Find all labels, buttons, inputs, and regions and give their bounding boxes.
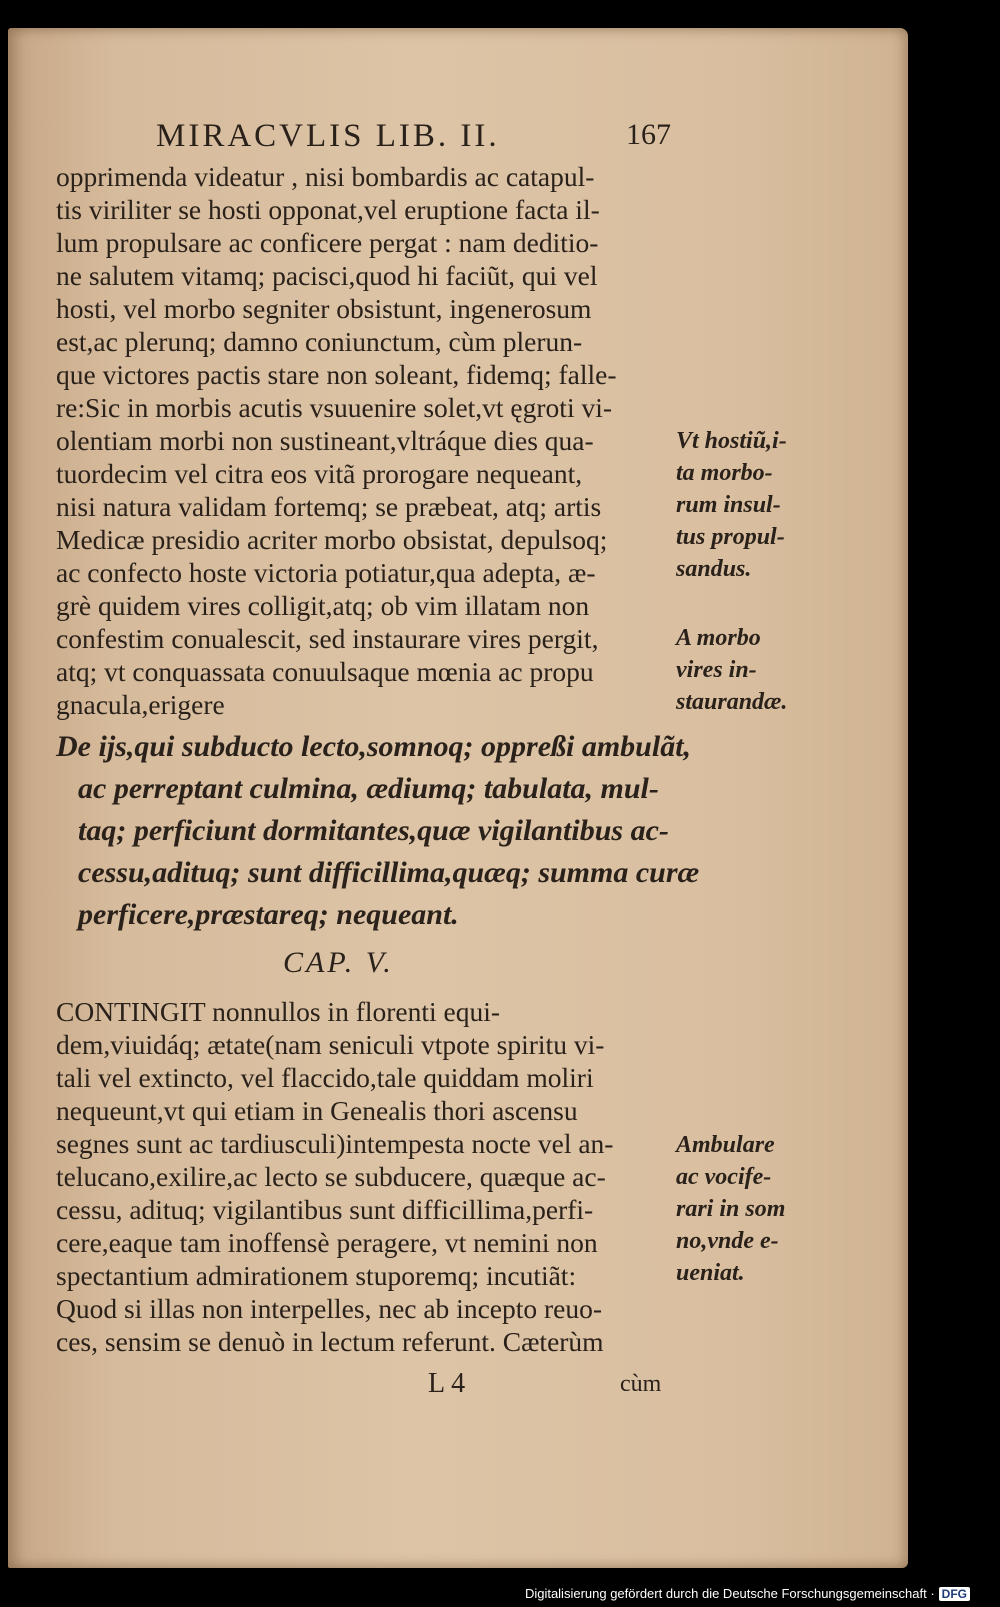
chapter-heading-line: cessu,adituq; sunt difficillima,quæq; summa curæ: [78, 856, 700, 889]
body-line: olentiam morbi non sustineant,vltráque dies qua-: [56, 425, 594, 456]
chapter-heading-line: ac perreptant culmina, ædiumq; tabulata, mul-: [78, 772, 659, 805]
body-line: Medicæ presidio acriter morbo obsistat, depulsoq;: [56, 524, 608, 555]
body-line: nisi natura validam fortemq; se præbeat, atq; artis: [56, 491, 602, 522]
margin-note: ta morbo-: [676, 460, 773, 486]
margin-note: no,vnde e-: [676, 1228, 779, 1254]
catchword: cùm: [620, 1371, 662, 1397]
body-line: grè quidem vires colligit,atq; ob vim illatam non: [56, 590, 590, 621]
body-line: CONTINGIT nonnullos in florenti equi-: [56, 996, 501, 1027]
book-page: [8, 28, 908, 1568]
dfg-logo: DFG: [939, 1587, 970, 1601]
body-line: dem,viuidáq; ætate(nam seniculi vtpote spiritu vi-: [56, 1029, 605, 1060]
body-line: que victores pactis stare non soleant, fidemq; falle-: [56, 359, 617, 390]
body-line: est,ac plerunq; damno coniunctum, cùm plerun-: [56, 326, 583, 357]
body-line: Quod si illas non interpelles, nec ab incepto reuo-: [56, 1293, 603, 1324]
body-line: re:Sic in morbis acutis vsuuenire solet,vt ęgroti vi-: [56, 392, 613, 423]
margin-note: ac vocife-: [676, 1164, 772, 1190]
margin-note: rum insul-: [676, 492, 781, 518]
chapter-number: CAP. V.: [283, 946, 394, 979]
margin-note: ueniat.: [676, 1260, 745, 1286]
margin-note: Ambulare: [676, 1132, 775, 1158]
body-line: cere,eaque tam inoffensè peragere, vt nemini non: [56, 1227, 598, 1258]
body-line: telucano,exilire,ac lecto se subducere, quæque ac-: [56, 1161, 606, 1192]
body-line: ces, sensim se denuò in lectum referunt. Cæterùm: [56, 1326, 604, 1357]
running-title: MIRACVLIS LIB. II.: [156, 118, 500, 154]
page-number: 167: [626, 118, 671, 151]
chapter-heading-line: De ijs,qui subducto lecto,somnoq; oppreßi ambulãt,: [56, 730, 692, 763]
body-line: ac confecto hoste victoria potiatur,qua adepta, æ-: [56, 557, 596, 588]
credit-text: Digitalisierung gefördert durch die Deutsche Forschungsgemeinschaft ·: [524, 1586, 935, 1601]
body-line: atq; vt conquassata conuulsaque mœnia ac propu: [56, 656, 594, 687]
chapter-heading-line: taq; perficiunt dormitantes,quæ vigilantibus ac-: [78, 814, 669, 847]
body-line: tuordecim vel citra eos vitã prorogare nequeant,: [56, 458, 583, 489]
margin-note: sandus.: [676, 556, 752, 582]
body-line: cessu, adituq; vigilantibus sunt difficillima,perfi-: [56, 1194, 594, 1225]
margin-note: Vt hostiũ,i-: [676, 428, 787, 454]
body-line: segnes sunt ac tardiusculi)intempesta nocte vel an-: [56, 1128, 614, 1159]
digitization-credit: [525, 1586, 970, 1601]
margin-note: A morbo: [676, 625, 761, 651]
body-line: hosti, vel morbo segniter obsistunt, ingenerosum: [56, 293, 592, 324]
body-line: tis viriliter se hosti opponat,vel eruptione facta il-: [56, 194, 600, 225]
margin-note: staurandæ.: [676, 689, 788, 715]
chapter-heading-line: perficere,præstareq; nequeant.: [78, 898, 459, 931]
body-line: gnacula,erigere: [56, 689, 225, 720]
signature-mark: L 4: [428, 1368, 466, 1399]
body-line: lum propulsare ac conficere pergat : nam deditio-: [56, 227, 599, 258]
body-line: opprimenda videatur , nisi bombardis ac catapul-: [56, 161, 595, 192]
margin-note: vires in-: [676, 657, 757, 683]
margin-note: rari in som: [676, 1196, 786, 1222]
body-line: tali vel extincto, vel flaccido,tale quiddam moliri: [56, 1062, 594, 1093]
body-line: confestim conualescit, sed instaurare vires pergit,: [56, 623, 599, 654]
margin-note: tus propul-: [676, 524, 785, 550]
body-line: nequeunt,vt qui etiam in Genealis thori ascensu: [56, 1095, 578, 1126]
body-line: ne salutem vitamq; pacisci,quod hi faciũt, qui vel: [56, 260, 598, 291]
body-line: spectantium admirationem stuporemq; incutiãt:: [56, 1260, 577, 1291]
